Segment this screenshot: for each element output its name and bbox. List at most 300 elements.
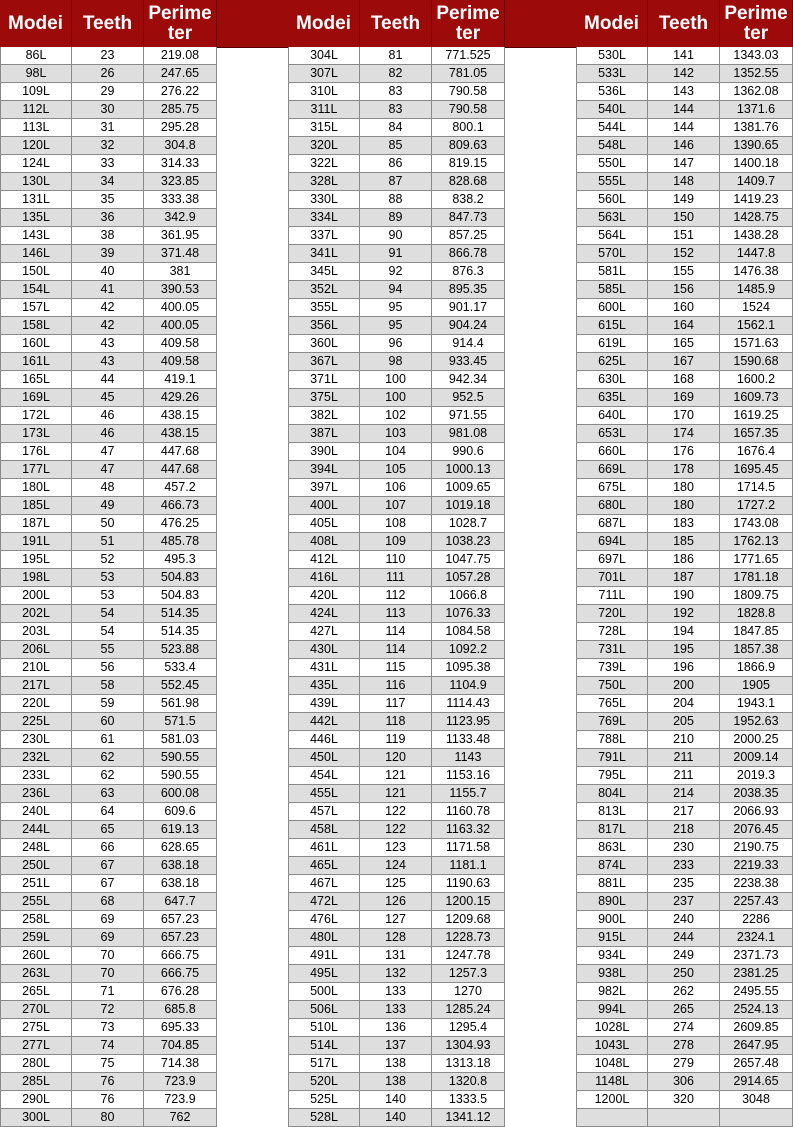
table-row (288, 569, 505, 587)
cell-model: 442L (288, 713, 360, 730)
cell-perimeter: 942.34 (432, 371, 505, 388)
table-row (0, 587, 217, 605)
cell-model: 769L (576, 713, 648, 730)
table-row (288, 461, 505, 479)
cell-teeth: 34 (72, 173, 144, 190)
cell-model: 300L (0, 1109, 72, 1126)
table-row (576, 173, 793, 191)
table-row (576, 677, 793, 695)
cell-model: 154L (0, 281, 72, 298)
cell-teeth: 144 (648, 101, 720, 118)
table-row (288, 893, 505, 911)
cell-perimeter: 514.35 (144, 623, 217, 640)
cell-model: 277L (0, 1037, 72, 1054)
cell-model: 669L (576, 461, 648, 478)
cell-model: 367L (288, 353, 360, 370)
cell-perimeter: 400.05 (144, 317, 217, 334)
cell-perimeter: 247.65 (144, 65, 217, 82)
cell-teeth: 98 (360, 353, 432, 370)
cell-model: 130L (0, 173, 72, 190)
cell-model: 275L (0, 1019, 72, 1036)
cell-model: 472L (288, 893, 360, 910)
cell-teeth: 119 (360, 731, 432, 748)
cell-perimeter: 1313.18 (432, 1055, 505, 1072)
cell-perimeter: 219.08 (144, 47, 217, 64)
cell-teeth: 42 (72, 299, 144, 316)
cell-perimeter: 914.4 (432, 335, 505, 352)
cell-perimeter: 762 (144, 1109, 217, 1126)
cell-teeth: 149 (648, 191, 720, 208)
cell-model: 200L (0, 587, 72, 604)
table-row (0, 227, 217, 245)
cell-teeth: 114 (360, 623, 432, 640)
cell-model: 465L (288, 857, 360, 874)
table-row (576, 785, 793, 803)
cell-model: 544L (576, 119, 648, 136)
table-row (288, 317, 505, 335)
cell-model: 938L (576, 965, 648, 982)
cell-model: 202L (0, 605, 72, 622)
cell-model: 355L (288, 299, 360, 316)
table-row (0, 821, 217, 839)
cell-perimeter: 361.95 (144, 227, 217, 244)
cell-teeth: 141 (648, 47, 720, 64)
cell-model: 431L (288, 659, 360, 676)
cell-teeth: 137 (360, 1037, 432, 1054)
cell-model: 290L (0, 1091, 72, 1108)
cell-teeth: 76 (72, 1073, 144, 1090)
cell-teeth: 70 (72, 965, 144, 982)
table-row (288, 587, 505, 605)
cell-model: 310L (288, 83, 360, 100)
spec-table-2 (288, 0, 505, 1127)
cell-model: 86L (0, 47, 72, 64)
table-row (0, 731, 217, 749)
cell-perimeter: 933.45 (432, 353, 505, 370)
cell-model: 251L (0, 875, 72, 892)
table-row (576, 767, 793, 785)
cell-model: 525L (288, 1091, 360, 1108)
table-row (288, 371, 505, 389)
table-row (288, 173, 505, 191)
table-row (0, 1109, 217, 1127)
cell-model: 311L (288, 101, 360, 118)
cell-perimeter: 1114.43 (432, 695, 505, 712)
cell-perimeter: 981.08 (432, 425, 505, 442)
table-row (576, 137, 793, 155)
cell-perimeter: 1524 (720, 299, 793, 316)
cell-teeth: 127 (360, 911, 432, 928)
cell-teeth: 117 (360, 695, 432, 712)
cell-model: 890L (576, 893, 648, 910)
cell-perimeter: 790.58 (432, 101, 505, 118)
cell-perimeter: 1295.4 (432, 1019, 505, 1036)
cell-teeth: 50 (72, 515, 144, 532)
cell-model: 1043L (576, 1037, 648, 1054)
cell-perimeter: 2914.65 (720, 1073, 793, 1090)
cell-perimeter: 1228.73 (432, 929, 505, 946)
cell-model: 263L (0, 965, 72, 982)
cell-perimeter: 2657.48 (720, 1055, 793, 1072)
cell-teeth: 152 (648, 245, 720, 262)
table-row (576, 533, 793, 551)
table-row (0, 461, 217, 479)
cell-teeth: 178 (648, 461, 720, 478)
cell-perimeter: 323.85 (144, 173, 217, 190)
table-row (0, 551, 217, 569)
cell-model: 739L (576, 659, 648, 676)
cell-perimeter: 1762.13 (720, 533, 793, 550)
table-row (0, 515, 217, 533)
cell-model: 881L (576, 875, 648, 892)
table-row (288, 191, 505, 209)
cell-perimeter: 1771.65 (720, 551, 793, 568)
cell-teeth: 174 (648, 425, 720, 442)
cell-perimeter: 1381.76 (720, 119, 793, 136)
table-row (576, 587, 793, 605)
cell-model: 397L (288, 479, 360, 496)
cell-teeth: 132 (360, 965, 432, 982)
cell-perimeter: 304.8 (144, 137, 217, 154)
cell-model: 259L (0, 929, 72, 946)
table-row (576, 641, 793, 659)
cell-model: 563L (576, 209, 648, 226)
cell-teeth: 126 (360, 893, 432, 910)
cell-teeth: 131 (360, 947, 432, 964)
cell-perimeter: 1857.38 (720, 641, 793, 658)
table-row (576, 965, 793, 983)
table-row (288, 479, 505, 497)
cell-model: 160L (0, 335, 72, 352)
table-row (0, 173, 217, 191)
cell-teeth: 108 (360, 515, 432, 532)
table-row (288, 641, 505, 659)
cell-model: 619L (576, 335, 648, 352)
table-row (288, 1019, 505, 1037)
cell-model: 98L (0, 65, 72, 82)
cell-model: 217L (0, 677, 72, 694)
cell-model: 304L (288, 47, 360, 64)
cell-model: 804L (576, 785, 648, 802)
table-row (0, 983, 217, 1001)
cell-perimeter: 628.65 (144, 839, 217, 856)
cell-perimeter: 333.38 (144, 191, 217, 208)
table-row (576, 65, 793, 83)
cell-teeth: 218 (648, 821, 720, 838)
cell-perimeter: 1104.9 (432, 677, 505, 694)
table-row (288, 299, 505, 317)
cell-model: 480L (288, 929, 360, 946)
table-row (0, 1019, 217, 1037)
cell-perimeter: 1270 (432, 983, 505, 1000)
cell-teeth: 46 (72, 425, 144, 442)
cell-model: 585L (576, 281, 648, 298)
cell-perimeter: 723.9 (144, 1091, 217, 1108)
cell-perimeter: 1143 (432, 749, 505, 766)
table-row (0, 911, 217, 929)
table-row (576, 227, 793, 245)
cell-teeth: 51 (72, 533, 144, 550)
cell-teeth: 140 (360, 1109, 432, 1126)
table-row (576, 119, 793, 137)
cell-perimeter: 1304.93 (432, 1037, 505, 1054)
cell-model: 143L (0, 227, 72, 244)
cell-perimeter: 2324.1 (720, 929, 793, 946)
cell-perimeter: 485.78 (144, 533, 217, 550)
cell-model: 225L (0, 713, 72, 730)
cell-teeth: 112 (360, 587, 432, 604)
cell-perimeter: 276.22 (144, 83, 217, 100)
cell-model: 564L (576, 227, 648, 244)
cell-perimeter: 447.68 (144, 461, 217, 478)
cell-model: 169L (0, 389, 72, 406)
cell-perimeter: 1447.8 (720, 245, 793, 262)
cell-teeth: 74 (72, 1037, 144, 1054)
cell-model: 198L (0, 569, 72, 586)
cell-model: 203L (0, 623, 72, 640)
cell-teeth: 138 (360, 1073, 432, 1090)
cell-perimeter: 1160.78 (432, 803, 505, 820)
header-teeth: Teeth (648, 0, 720, 47)
table-row (0, 713, 217, 731)
cell-model: 720L (576, 605, 648, 622)
cell-teeth: 156 (648, 281, 720, 298)
cell-teeth: 150 (648, 209, 720, 226)
table-row (288, 1037, 505, 1055)
table-row (288, 749, 505, 767)
cell-model: 187L (0, 515, 72, 532)
table-row (288, 407, 505, 425)
table-row (288, 281, 505, 299)
cell-model: 680L (576, 497, 648, 514)
cell-teeth: 121 (360, 785, 432, 802)
cell-perimeter: 901.17 (432, 299, 505, 316)
cell-perimeter: 523.88 (144, 641, 217, 658)
table-row (288, 1055, 505, 1073)
cell-perimeter: 2257.43 (720, 893, 793, 910)
cell-perimeter: 1038.23 (432, 533, 505, 550)
cell-perimeter: 2019.3 (720, 767, 793, 784)
table-row (576, 245, 793, 263)
cell-perimeter: 1600.2 (720, 371, 793, 388)
cell-teeth: 133 (360, 983, 432, 1000)
table-row (288, 659, 505, 677)
cell-model: 581L (576, 263, 648, 280)
cell-model: 630L (576, 371, 648, 388)
cell-model: 330L (288, 191, 360, 208)
table-row (0, 155, 217, 173)
cell-model: 352L (288, 281, 360, 298)
table-row (0, 947, 217, 965)
table-row (0, 209, 217, 227)
table-row (288, 911, 505, 929)
cell-perimeter: 590.55 (144, 767, 217, 784)
cell-teeth: 36 (72, 209, 144, 226)
table-row (288, 497, 505, 515)
cell-model: 517L (288, 1055, 360, 1072)
cell-model: 550L (576, 155, 648, 172)
table-row (288, 443, 505, 461)
cell-perimeter: 1476.38 (720, 263, 793, 280)
cell-teeth: 113 (360, 605, 432, 622)
cell-teeth: 64 (72, 803, 144, 820)
cell-model (576, 1109, 648, 1126)
table-row (288, 335, 505, 353)
cell-teeth: 124 (360, 857, 432, 874)
table-row (0, 1055, 217, 1073)
cell-perimeter: 1155.7 (432, 785, 505, 802)
table-row (288, 47, 505, 65)
table-row (288, 947, 505, 965)
table-row (576, 1019, 793, 1037)
cell-perimeter: 1209.68 (432, 911, 505, 928)
cell-perimeter: 1952.63 (720, 713, 793, 730)
cell-teeth: 230 (648, 839, 720, 856)
cell-model: 233L (0, 767, 72, 784)
cell-model: 195L (0, 551, 72, 568)
cell-model: 112L (0, 101, 72, 118)
cell-perimeter: 1590.68 (720, 353, 793, 370)
cell-model: 817L (576, 821, 648, 838)
cell-model: 548L (576, 137, 648, 154)
cell-perimeter: 857.25 (432, 227, 505, 244)
cell-teeth: 26 (72, 65, 144, 82)
cell-perimeter: 314.33 (144, 155, 217, 172)
cell-teeth: 43 (72, 335, 144, 352)
cell-model: 615L (576, 317, 648, 334)
table-row (288, 101, 505, 119)
cell-teeth: 68 (72, 893, 144, 910)
cell-model: 360L (288, 335, 360, 352)
cell-teeth: 167 (648, 353, 720, 370)
cell-model: 457L (288, 803, 360, 820)
table-row (0, 263, 217, 281)
cell-model: 390L (288, 443, 360, 460)
cell-perimeter: 1609.73 (720, 389, 793, 406)
cell-model: 307L (288, 65, 360, 82)
cell-model: 435L (288, 677, 360, 694)
cell-model: 697L (576, 551, 648, 568)
table-row (576, 551, 793, 569)
cell-perimeter: 657.23 (144, 911, 217, 928)
cell-model: 258L (0, 911, 72, 928)
cell-model: 206L (0, 641, 72, 658)
cell-teeth: 91 (360, 245, 432, 262)
table-row (0, 407, 217, 425)
table-row (0, 641, 217, 659)
cell-teeth: 187 (648, 569, 720, 586)
cell-model: 446L (288, 731, 360, 748)
table-row (576, 83, 793, 101)
cell-perimeter: 1257.3 (432, 965, 505, 982)
cell-perimeter: 1390.65 (720, 137, 793, 154)
cell-teeth: 169 (648, 389, 720, 406)
table-row (0, 929, 217, 947)
table-row (0, 767, 217, 785)
cell-perimeter: 1320.8 (432, 1073, 505, 1090)
cell-perimeter: 590.55 (144, 749, 217, 766)
cell-teeth: 54 (72, 623, 144, 640)
cell-teeth: 94 (360, 281, 432, 298)
cell-teeth: 306 (648, 1073, 720, 1090)
cell-teeth: 71 (72, 983, 144, 1000)
cell-perimeter: 1057.28 (432, 569, 505, 586)
cell-teeth: 96 (360, 335, 432, 352)
cell-model: 400L (288, 497, 360, 514)
table-row (288, 65, 505, 83)
table-row (0, 443, 217, 461)
table-row (288, 245, 505, 263)
table-row (0, 245, 217, 263)
cell-model: 560L (576, 191, 648, 208)
cell-teeth: 100 (360, 389, 432, 406)
cell-model: 210L (0, 659, 72, 676)
cell-perimeter: 1190.63 (432, 875, 505, 892)
cell-teeth: 85 (360, 137, 432, 154)
cell-teeth: 211 (648, 767, 720, 784)
table-row (0, 371, 217, 389)
cell-model: 533L (576, 65, 648, 82)
cell-perimeter: 457.2 (144, 479, 217, 496)
table-row (576, 209, 793, 227)
cell-teeth: 164 (648, 317, 720, 334)
cell-perimeter: 371.48 (144, 245, 217, 262)
cell-teeth: 278 (648, 1037, 720, 1054)
cell-teeth: 106 (360, 479, 432, 496)
cell-model: 375L (288, 389, 360, 406)
table-row (576, 749, 793, 767)
cell-teeth: 66 (72, 839, 144, 856)
cell-perimeter: 876.3 (432, 263, 505, 280)
cell-teeth: 54 (72, 605, 144, 622)
cell-model: 1028L (576, 1019, 648, 1036)
cell-model: 687L (576, 515, 648, 532)
table-row (0, 785, 217, 803)
table-row (288, 425, 505, 443)
cell-model: 177L (0, 461, 72, 478)
table-row (0, 479, 217, 497)
cell-teeth: 23 (72, 47, 144, 64)
table-row (576, 1073, 793, 1091)
cell-teeth: 70 (72, 947, 144, 964)
cell-perimeter: 447.68 (144, 443, 217, 460)
cell-perimeter: 1695.45 (720, 461, 793, 478)
cell-teeth: 122 (360, 803, 432, 820)
cell-model: 244L (0, 821, 72, 838)
cell-perimeter: 609.6 (144, 803, 217, 820)
cell-model: 439L (288, 695, 360, 712)
table-row (288, 821, 505, 839)
cell-perimeter: 1943.1 (720, 695, 793, 712)
cell-perimeter: 533.4 (144, 659, 217, 676)
cell-model: 265L (0, 983, 72, 1000)
cell-perimeter: 2076.45 (720, 821, 793, 838)
cell-model: 500L (288, 983, 360, 1000)
cell-model: 248L (0, 839, 72, 856)
cell-perimeter: 2219.33 (720, 857, 793, 874)
cell-perimeter: 438.15 (144, 407, 217, 424)
table-row (0, 191, 217, 209)
table-row (576, 803, 793, 821)
table-row (576, 695, 793, 713)
cell-teeth: 62 (72, 767, 144, 784)
cell-teeth: 151 (648, 227, 720, 244)
cell-teeth: 111 (360, 569, 432, 586)
cell-teeth: 100 (360, 371, 432, 388)
cell-perimeter: 866.78 (432, 245, 505, 262)
cell-perimeter: 666.75 (144, 965, 217, 982)
cell-teeth: 192 (648, 605, 720, 622)
